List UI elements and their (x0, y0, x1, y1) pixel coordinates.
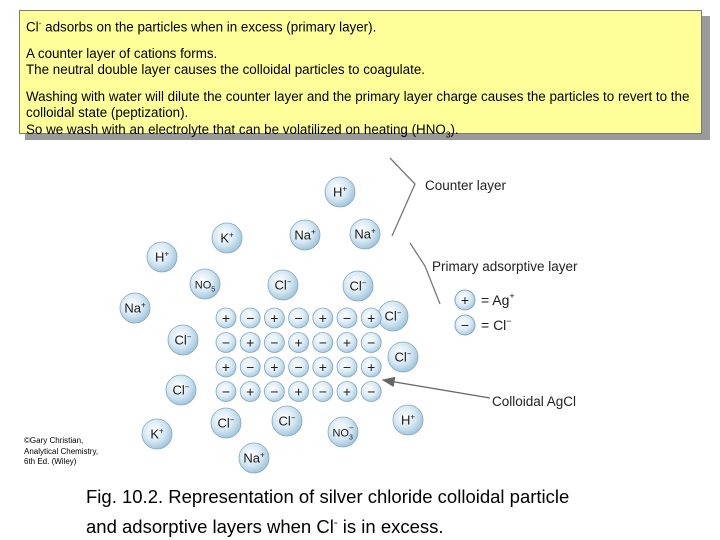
core-symbol: − (246, 310, 255, 326)
legend-minus-eq: = Cl (481, 317, 507, 333)
core-cl-ion (313, 382, 333, 402)
legend-plus-text (481, 291, 515, 308)
caption-line-2 (86, 510, 706, 540)
ion-label: Cl− (217, 415, 235, 431)
core-symbol: + (342, 334, 352, 351)
caption-superscript: - (333, 517, 338, 529)
core-symbol: − (318, 383, 327, 400)
note-text: So we wash with an electrolyte that can be volatilized on heating (HNO (26, 121, 446, 137)
note-subscript: 3 (445, 129, 451, 140)
ion-cl (211, 408, 241, 438)
ion-label: K+ (220, 230, 234, 246)
colloidal-agcl-label: Colloidal AgCl (492, 394, 577, 409)
core-cl-ion (240, 308, 260, 328)
core-symbol: + (294, 334, 303, 351)
ion-label: Cl− (274, 277, 292, 293)
legend-plus-sup: + (509, 291, 515, 301)
core-cl-ion (337, 308, 357, 328)
core-cl-ion (289, 357, 309, 377)
ion-label: Na+ (124, 300, 146, 316)
legend-minus-symbol: − (460, 317, 470, 333)
note-line-2: A counter layer of cations forms. (26, 45, 218, 61)
ion-cl (343, 271, 373, 301)
legend-plus-symbol: + (460, 292, 470, 308)
core-symbol: + (367, 310, 376, 326)
ion-h (147, 242, 177, 272)
core-cl-ion (240, 357, 260, 377)
ion-label: K+ (150, 426, 164, 442)
ion-na (120, 293, 150, 323)
figure-caption (86, 484, 706, 540)
ion-na (350, 219, 380, 249)
ion-label: Cl− (172, 382, 190, 398)
core-lattice (216, 308, 381, 402)
core-ag-ion (216, 308, 236, 328)
core-symbol: − (221, 383, 231, 400)
core-symbol: − (221, 334, 231, 351)
core-cl-ion (216, 382, 236, 402)
ion-label: Cl− (384, 308, 402, 324)
core-cl-ion (216, 333, 236, 353)
core-symbol: + (318, 359, 327, 375)
legend-plus-eq: = Ag (481, 292, 510, 308)
ion-label: H+ (400, 412, 416, 428)
core-ag-ion (361, 357, 381, 377)
ion-label: H+ (154, 249, 170, 265)
ion-cl (268, 270, 298, 300)
counter-layer-label: Counter layer (425, 178, 507, 193)
core-cl-ion (289, 308, 309, 328)
ion-label: $NO_3-$ (332, 423, 354, 442)
core-symbol: − (294, 359, 303, 375)
ion-h (325, 177, 355, 207)
core-cl-ion (313, 333, 333, 353)
ion-no3 (328, 417, 358, 447)
core-ag-ion (240, 382, 260, 402)
colloidal-arrow (383, 380, 490, 398)
ion-k (142, 419, 172, 449)
ion-h (393, 405, 423, 435)
core-symbol: − (342, 310, 352, 326)
core-ag-ion (289, 382, 309, 402)
caption-text: is in excess. (337, 516, 444, 538)
ion-label: Cl− (394, 349, 412, 365)
legend-minus-text (481, 316, 512, 333)
ion-label: Na+ (294, 227, 316, 243)
core-symbol: − (270, 383, 279, 400)
credit-text: ©Gary Christian, Analytical Chemistry, 6th Ed. (Wiley) (24, 436, 99, 466)
ion-label: Na+ (354, 226, 376, 242)
counter-layer-bracket (390, 158, 415, 236)
ion-cl (166, 375, 196, 405)
core-cl-ion (264, 382, 284, 402)
core-symbol: + (221, 359, 231, 375)
core-ag-ion (216, 357, 236, 377)
caption-line-1: Fig. 10.2. Representation of silver chloride colloidal particle (86, 486, 570, 507)
primary-layer-label: Primary adsorptive layer (432, 259, 578, 274)
ion-cl (378, 301, 408, 331)
core-symbol: + (294, 383, 303, 400)
core-symbol: + (342, 383, 352, 400)
ion-cl (272, 406, 302, 436)
core-symbol: − (367, 383, 376, 400)
core-cl-ion (264, 333, 284, 353)
core-symbol: − (318, 334, 327, 351)
ion-na (239, 443, 269, 473)
core-symbol: + (318, 310, 327, 326)
ion-label: Cl− (174, 332, 192, 348)
core-ag-ion (313, 357, 333, 377)
ion-k (212, 223, 242, 253)
ion-na (290, 220, 320, 250)
note-line-4: Washing with water will dilute the counter layer and the primary layer charge causes the particles to revert to the colloidal state (peptization). (26, 88, 690, 121)
core-ag-ion (264, 308, 284, 328)
ion-label: Cl− (349, 278, 367, 294)
legend (455, 290, 515, 335)
caption-text: and adsorptive layers when Cl (86, 516, 334, 538)
core-cl-ion (361, 382, 381, 402)
ion-label: $NO_5$ (194, 279, 216, 294)
core-symbol: + (270, 359, 279, 375)
ion-no5 (190, 269, 220, 299)
core-symbol: − (342, 359, 352, 375)
core-ag-ion (337, 382, 357, 402)
core-symbol: − (367, 334, 376, 351)
core-ag-ion (289, 333, 309, 353)
legend-minus-sup: − (506, 316, 512, 326)
ion-cl (168, 325, 198, 355)
core-ag-ion (337, 333, 357, 353)
core-ag-ion (264, 357, 284, 377)
core-cl-ion (361, 333, 381, 353)
ion-label: H+ (332, 184, 348, 200)
core-symbol: + (246, 334, 255, 351)
core-cl-ion (337, 357, 357, 377)
ion-cl (388, 342, 418, 372)
note-line-3: The neutral double layer causes the colloidal particles to coagulate. (26, 62, 425, 78)
ion-label: Cl− (278, 413, 296, 429)
core-symbol: + (221, 310, 231, 326)
core-ag-ion (361, 308, 381, 328)
core-symbol: + (270, 310, 279, 326)
core-symbol: − (246, 359, 255, 375)
note-text: ). (450, 121, 459, 137)
core-ag-ion (240, 333, 260, 353)
core-ag-ion (313, 308, 333, 328)
note-superscript: - (38, 18, 42, 28)
ion-label: Na+ (243, 450, 265, 466)
note-text: Cl (26, 19, 39, 35)
core-symbol: − (294, 310, 303, 326)
core-symbol: + (246, 383, 255, 400)
core-symbol: − (270, 334, 279, 351)
note-text: adsorbs on the particles when in excess (primary layer). (41, 19, 377, 35)
core-symbol: + (367, 359, 376, 375)
